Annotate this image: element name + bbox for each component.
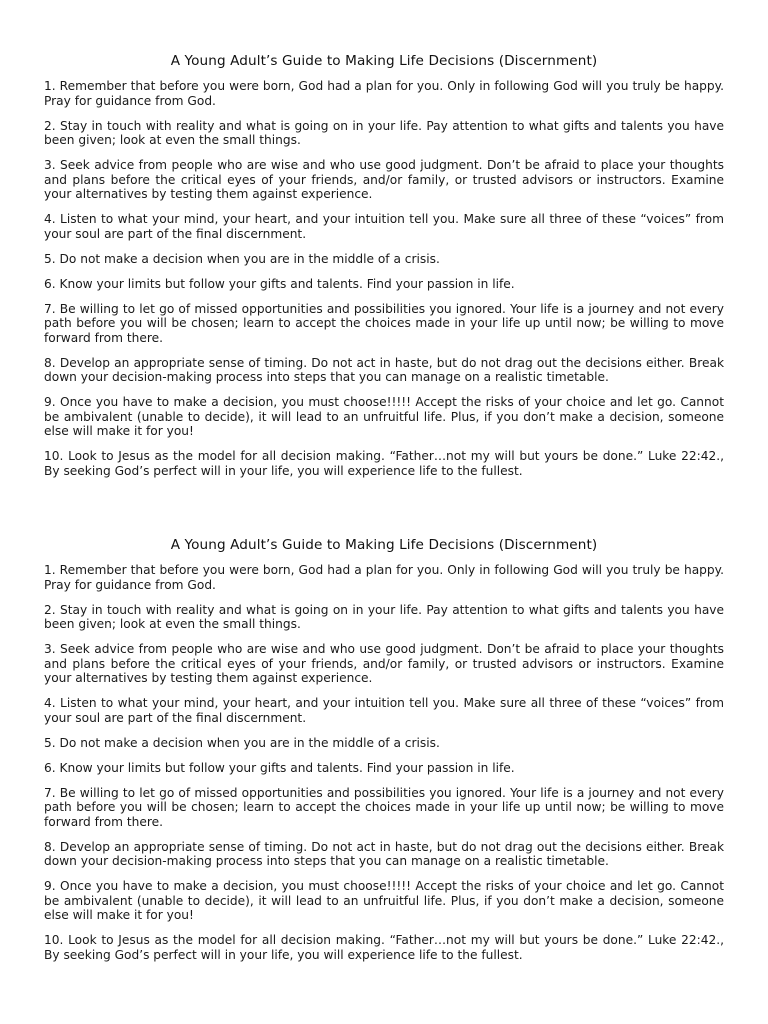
guide-item-7: 7. Be willing to let go of missed opportunities and possibilities you ignored. Your life is a journey and not every path before you will be chosen; learn to accept the choices made in your life up until now; be willing to move forward from there. (44, 785, 724, 829)
guide-item-4: 4. Listen to what your mind, your heart, and your intuition tell you. Make sure all three of these “voices” from your soul are part of the final discernment. (44, 696, 724, 725)
guide-item-8: 8. Develop an appropriate sense of timing. Do not act in haste, but do not drag out the decisions either. Break down your decision-making process into steps that you can manage on a realistic timetable. (44, 839, 724, 868)
guide-item-8: 8. Develop an appropriate sense of timing. Do not act in haste, but do not drag out the decisions either. Break down your decision-making process into steps that you can manage on a realistic timetable. (44, 355, 724, 384)
guide-copy-2 (44, 537, 724, 973)
guide-item-10: 10. Look to Jesus as the model for all decision making. “Father…not my will but yours be done.” Luke 22:42., By seeking God’s perfect will in your life, you will experience life to the fullest. (44, 933, 724, 962)
guide-item-1: 1. Remember that before you were born, God had a plan for you. Only in following God will you truly be happy. Pray for guidance from God. (44, 563, 724, 592)
guide-item-3: 3. Seek advice from people who are wise and who use good judgment. Don’t be afraid to place your thoughts and plans before the critical eyes of your friends, and/or family, or trusted advisors or instructors. Examine your alternatives by testing them against experience. (44, 158, 724, 201)
guide-item-5: 5. Do not make a decision when you are in the middle of a crisis. (44, 251, 440, 266)
guide-item-6: 6. Know your limits but follow your gifts and talents. Find your passion in life. (44, 276, 515, 291)
guide-item-9: 9. Once you have to make a decision, you must choose!!!!! Accept the risks of your choice and let go. Cannot be ambivalent (unable to decide), it will lead to an unfruitful life. Plus, if you don’t make a decision, someone else will make it for you! (44, 395, 724, 438)
guide-item-6: 6. Know your limits but follow your gifts and talents. Find your passion in life. (44, 760, 515, 775)
guide-item-7: 7. Be willing to let go of missed opportunities and possibilities you ignored. Your life is a journey and not every path before you will be chosen; learn to accept the choices made in your life up until now; be willing to move forward from there. (44, 301, 724, 345)
guide-item-9: 9. Once you have to make a decision, you must choose!!!!! Accept the risks of your choice and let go. Cannot be ambivalent (unable to decide), it will lead to an unfruitful life. Plus, if you don’t make a decision, someone else will make it for you! (44, 879, 724, 922)
guide-item-2: 2. Stay in touch with reality and what is going on in your life. Pay attention to what gifts and talents you have been given; look at even the small things. (44, 602, 724, 631)
guide-title: A Young Adult’s Guide to Making Life Decisions (Discernment) (170, 537, 598, 553)
guide-item-5: 5. Do not make a decision when you are in the middle of a crisis. (44, 735, 440, 750)
guide-item-2: 2. Stay in touch with reality and what is going on in your life. Pay attention to what gifts and talents you have been given; look at even the small things. (44, 118, 724, 147)
guide-item-3: 3. Seek advice from people who are wise and who use good judgment. Don’t be afraid to place your thoughts and plans before the critical eyes of your friends, and/or family, or trusted advisors or instructors. Examine your alternatives by testing them against experience. (44, 642, 724, 685)
guide-item-4: 4. Listen to what your mind, your heart, and your intuition tell you. Make sure all three of these “voices” from your soul are part of the final discernment. (44, 212, 724, 241)
guide-item-1: 1. Remember that before you were born, God had a plan for you. Only in following God will you truly be happy. Pray for guidance from God. (44, 79, 724, 108)
guide-copy-1 (44, 53, 724, 489)
guide-title: A Young Adult’s Guide to Making Life Decisions (Discernment) (170, 53, 598, 69)
guide-item-10: 10. Look to Jesus as the model for all decision making. “Father…not my will but yours be done.” Luke 22:42., By seeking God’s perfect will in your life, you will experience life to the fullest. (44, 449, 724, 478)
